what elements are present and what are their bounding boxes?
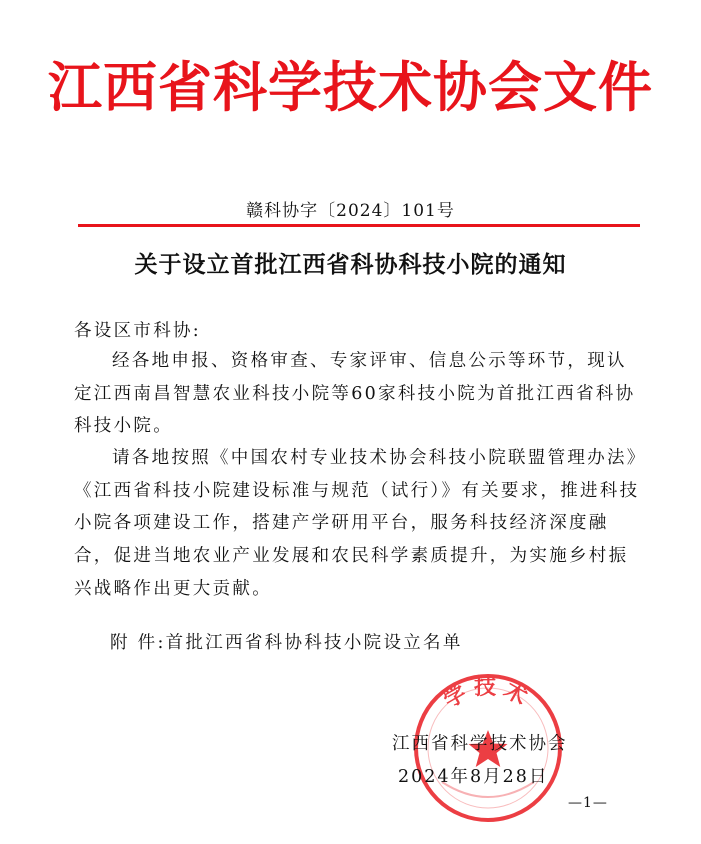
page-number: —1— <box>568 795 608 811</box>
document-number: 赣科协字〔2024〕101号 <box>246 201 455 221</box>
notice-title: 关于设立首批江西省科协科技小院的通知 <box>134 251 567 278</box>
red-divider <box>78 224 640 227</box>
body-paragraph-2: 请各地按照《中国农村专业技术协会科技小院联盟管理办法》《江西省科技小院建设标准与规范（试行）》有关要求，推进科技小院各项建设工作，搭建产学研用平台，服务科技经济深度融合，促进当地农业产业发展和农民科学素质提升，为实施乡村振兴战略作出更大贡献。 <box>74 448 640 599</box>
document-header-title: 江西省科学技术协会文件 <box>48 55 653 119</box>
addressee: 各设区市科协: <box>74 321 201 341</box>
issuer-organization: 江西省科学技术协会 <box>392 734 568 754</box>
body-paragraph-1: 经各地申报、资格审查、专家评审、信息公示等环节，现认定江西南昌智慧农业科技小院等60家科技小院为首批江西省科协科技小院。 <box>74 351 636 437</box>
attachment-line: 附 件:首批江西省科协科技小院设立名单 <box>110 633 463 653</box>
issue-date: 2024年8月28日 <box>398 767 549 787</box>
seal-text: 学技术 <box>439 674 537 714</box>
svg-text:学技术 <box>439 674 537 713</box>
